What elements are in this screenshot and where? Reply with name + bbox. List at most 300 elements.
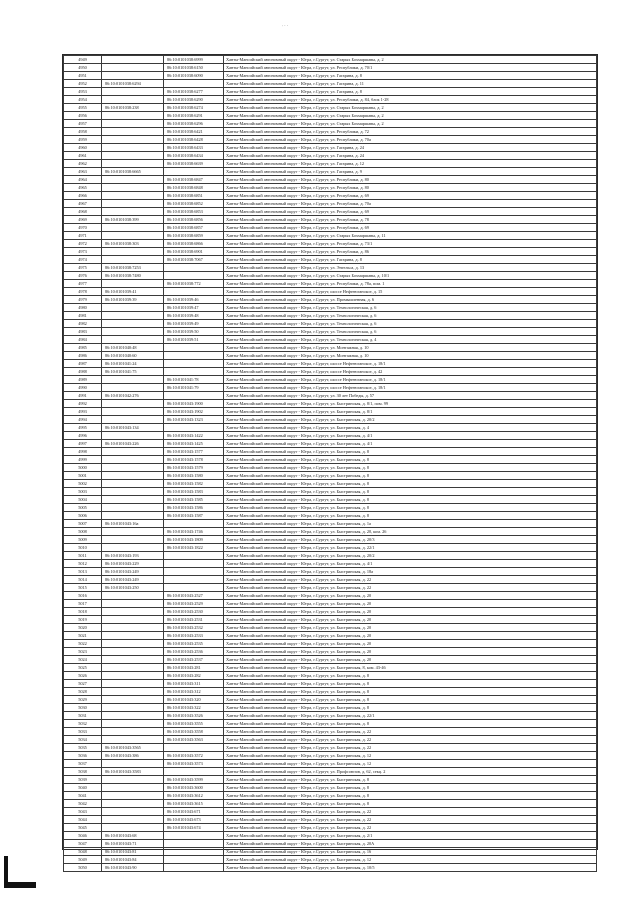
new-code-cell [164,264,224,272]
table-row [64,560,597,568]
table-row [64,232,597,240]
address-cell: Ханты-Мансийский автономный округ - Югра, г.Сургут, ул. Быстринская, д. 1а [224,520,597,528]
address-cell: Ханты-Мансийский автономный округ - Югра, г.Сургут, ул. Быстринская, д. 8 [224,680,597,688]
row-number-cell: 5047 [64,840,102,848]
new-code-cell: 86:10:0101043:3612 [164,792,224,800]
old-code-cell [102,592,164,600]
registry-table-body [64,56,597,872]
new-code-cell: 86:10:0101043:1577 [164,448,224,456]
address-cell: Ханты-Мансийский автономный округ - Югра, г.Сургут, ул. Быстринская, д. 8 [224,688,597,696]
new-code-cell: 86:10:0101043:1425 [164,440,224,448]
table-row [64,736,597,744]
address-cell: Ханты-Мансийский автономный округ - Югра, г.Сургут, ул. Быстринская, д. 20 [224,632,597,640]
table-row [64,408,597,416]
new-code-cell: 86:10:0101043:3563 [164,736,224,744]
address-cell: Ханты-Мансийский автономный округ - Югра, г.Сургут, ул. Республики, д. 80 [224,176,597,184]
table-row [64,840,597,848]
new-code-cell: 86:10:0101043:282 [164,672,224,680]
scan-speck: ... [281,21,290,29]
address-cell: Ханты-Мансийский автономный округ - Югра, г.Сургут, ул. Гагарина, д. 11 [224,80,597,88]
row-number-cell: 5016 [64,592,102,600]
old-code-cell: 86:10:0101038:303 [102,240,164,248]
old-code-cell [102,232,164,240]
address-cell: Ханты-Мансийский автономный округ - Югра, г.Сургут, ул. Быстринская, д. 20 [224,608,597,616]
old-code-cell: 86:10:0101041:75 [102,368,164,376]
row-number-cell: 5041 [64,792,102,800]
row-number-cell: 5042 [64,800,102,808]
new-code-cell: 86:10:0101038:6856 [164,216,224,224]
address-cell: Ханты-Мансийский автономный округ - Югра, г.Сургут, ул. Гагарина, д. 8 [224,88,597,96]
old-code-cell [102,56,164,64]
old-code-cell [102,616,164,624]
table-row [64,448,597,456]
row-number-cell: 5000 [64,464,102,472]
address-cell: Ханты-Мансийский автономный округ - Югра, г.Сургут, ул. Быстринская, д. 22 [224,576,597,584]
row-number-cell: 5045 [64,824,102,832]
row-number-cell: 4953 [64,88,102,96]
address-cell: Ханты-Мансийский автономный округ - Югра, г.Сургут, ул. Быстринская, д. 8 [224,512,597,520]
new-code-cell: 86:10:0101038:772 [164,280,224,288]
old-code-cell [102,248,164,256]
old-code-cell: 86:10:0101043:250 [102,584,164,592]
table-row [64,256,597,264]
old-code-cell: 86:10:0101038:399 [102,216,164,224]
address-cell: Ханты-Мансийский автономный округ - Югра, г.Сургут, ул. Промышленная, д. 6 [224,296,597,304]
row-number-cell: 4981 [64,312,102,320]
new-code-cell: 86:10:0101038:6851 [164,192,224,200]
table-row [64,200,597,208]
new-code-cell [164,560,224,568]
address-cell: Ханты-Мансийский автономный округ - Югра, г.Сургут, ул. Быстринская, д. 12 [224,856,597,864]
new-code-cell: 86:10:0101038:7067 [164,256,224,264]
old-code-cell [102,64,164,72]
table-row [64,432,597,440]
table-row [64,648,597,656]
old-code-cell [102,736,164,744]
address-cell: Ханты-Мансийский автономный округ - Югра, г.Сургут, ул. Республики, д. 84, блок 1-28 [224,96,597,104]
table-row [64,640,597,648]
row-number-cell: 5007 [64,520,102,528]
address-cell: Ханты-Мансийский автономный округ - Югра, г.Сургут, ул. Технологическая, д. 6 [224,312,597,320]
new-code-cell: 86:10:0101038:6290 [164,96,224,104]
table-row [64,624,597,632]
old-code-cell [102,256,164,264]
table-row [64,464,597,472]
row-number-cell: 4995 [64,424,102,432]
new-code-cell: 86:10:0101043:2536 [164,648,224,656]
new-code-cell: 86:10:0101043:3555 [164,720,224,728]
new-code-cell [164,832,224,840]
new-code-cell: 86:10:0101043:2527 [164,592,224,600]
new-code-cell: 86:10:0101043:1422 [164,432,224,440]
table-row [64,384,597,392]
new-code-cell: 86:10:0101043:320 [164,696,224,704]
address-cell: Ханты-Мансийский автономный округ - Югра, г.Сургут, ул. Быстринская, д. 8 [224,472,597,480]
address-cell: Ханты-Мансийский автономный округ - Югра, г.Сургут, ул. Быстринская, д. 22/1 [224,712,597,720]
old-code-cell [102,136,164,144]
address-cell: Ханты-Мансийский автономный округ - Югра, г.Сургут, ул. Быстринская, д. 8 [224,672,597,680]
row-number-cell: 5046 [64,832,102,840]
old-code-cell [102,816,164,824]
old-code-cell [102,496,164,504]
address-cell: Ханты-Мансийский автономный округ - Югра, г.Сургут, ул. Быстринская, д. 8/1, пом. 99 [224,400,597,408]
new-code-cell: 86:10:0101043:1585 [164,496,224,504]
table-row [64,64,597,72]
table-row [64,80,597,88]
new-code-cell: 86:10:0101041:78 [164,376,224,384]
address-cell: Ханты-Мансийский автономный округ - Югра, г.Сургут, ул. Быстринская, д. 8 [224,496,597,504]
new-code-cell: 86:10:0101043:673 [164,816,224,824]
table-row [64,136,597,144]
table-row [64,632,597,640]
address-cell: Ханты-Мансийский автономный округ - Югра, г.Сургут, ул. Энгельса, д. 13 [224,264,597,272]
old-code-cell: 86:10:0101038:238 [102,104,164,112]
address-cell: Ханты-Мансийский автономный округ - Югра, г.Сургут, ул. Монтажная, д. 10 [224,352,597,360]
row-number-cell: 5005 [64,504,102,512]
row-number-cell: 5030 [64,704,102,712]
row-number-cell: 5038 [64,768,102,776]
address-cell: Ханты-Мансийский автономный округ - Югра, г.Сургут, ул. Быстринская, д. 8 [224,704,597,712]
row-number-cell: 4962 [64,160,102,168]
old-code-cell: 86:10:0101043:68 [102,832,164,840]
table-row [64,712,597,720]
table-row [64,168,597,176]
address-cell: Ханты-Мансийский автономный округ - Югра, г.Сургут, ул. Быстринская, д. 22 [224,744,597,752]
new-code-cell: 86:10:0101038:6277 [164,88,224,96]
old-code-cell: 86:10:0101038:7253 [102,264,164,272]
table-row [64,752,597,760]
row-number-cell: 4949 [64,56,102,64]
table-row [64,456,597,464]
new-code-cell: 86:10:0101043:312 [164,688,224,696]
table-row [64,336,597,344]
old-code-cell [102,448,164,456]
old-code-cell [102,728,164,736]
address-cell: Ханты-Мансийский автономный округ - Югра, г.Сургут, ул. Республики, д. 70а [224,200,597,208]
new-code-cell: 86:10:0101043:1582 [164,480,224,488]
new-code-cell [164,568,224,576]
new-code-cell: 86:10:0101043:2529 [164,600,224,608]
table-row [64,568,597,576]
table-row [64,328,597,336]
old-code-cell [102,480,164,488]
address-cell: Ханты-Мансийский автономный округ - Югра, г.Сургут, ул. Быстринская, д. 8 [224,696,597,704]
new-code-cell [164,344,224,352]
old-code-cell: 86:10:0101043:90 [102,864,164,872]
registry-table [62,54,598,870]
row-number-cell: 5037 [64,760,102,768]
table-row [64,56,597,64]
table-row [64,616,597,624]
new-code-cell: 86:10:0101038:6433 [164,144,224,152]
table-row [64,280,597,288]
old-code-cell [102,720,164,728]
new-code-cell: 86:10:0101038:6296 [164,120,224,128]
table-row [64,760,597,768]
row-number-cell: 5043 [64,808,102,816]
row-number-cell: 5034 [64,736,102,744]
address-cell: Ханты-Мансийский автономный округ - Югра, г.Сургут, ул. Быстринская, д. 8 [224,800,597,808]
address-cell: Ханты-Мансийский автономный округ - Югра, г.Сургут, ул. Быстринская, д. 22 [224,584,597,592]
row-number-cell: 5013 [64,568,102,576]
row-number-cell: 4999 [64,456,102,464]
row-number-cell: 4963 [64,168,102,176]
address-cell: Ханты-Мансийский автономный округ - Югра, г.Сургут, ул. Республики, д. 70/1 [224,64,597,72]
address-cell: Ханты-Мансийский автономный округ - Югра, г.Сургут, ул. Технологическая, д. 6 [224,320,597,328]
row-number-cell: 4988 [64,368,102,376]
table-row [64,472,597,480]
address-cell: Ханты-Мансийский автономный округ - Югра, г.Сургут, ул. Гагарина, д. 9 [224,168,597,176]
table-row [64,344,597,352]
row-number-cell: 4976 [64,272,102,280]
row-number-cell: 5019 [64,616,102,624]
address-cell: Ханты-Мансийский автономный округ - Югра, г.Сургут, ул. Быстринская, д. 20 [224,640,597,648]
new-code-cell: 86:10:0101043:3572 [164,752,224,760]
address-cell: Ханты-Мансийский автономный округ - Югра, г.Сургут, ул. Быстринская, д. 20А [224,840,597,848]
address-cell: Ханты-Мансийский автономный округ - Югра, г.Сургут, ул. Республики, д. 69 [224,192,597,200]
table-row [64,744,597,752]
row-number-cell: 5018 [64,608,102,616]
old-code-cell: 86:10:0101043:134 [102,424,164,432]
row-number-cell: 4973 [64,248,102,256]
row-number-cell: 4967 [64,200,102,208]
row-number-cell: 5049 [64,856,102,864]
old-code-cell [102,152,164,160]
table-row [64,584,597,592]
table-row [64,680,597,688]
old-code-cell [102,624,164,632]
table-row [64,360,597,368]
old-code-cell [102,800,164,808]
address-cell: Ханты-Мансийский автономный округ - Югра, г.Сургут, ул. Быстринская, д. 8/1 [224,408,597,416]
table-row [64,656,597,664]
new-code-cell: 86:10:0101043:281 [164,664,224,672]
old-code-cell: 86:10:0101043:249 [102,568,164,576]
new-code-cell: 86:10:0101043:311 [164,680,224,688]
old-code-cell: 86:10:0101042:276 [102,392,164,400]
new-code-cell [164,768,224,776]
table-row [64,128,597,136]
row-number-cell: 5032 [64,720,102,728]
row-number-cell: 5035 [64,744,102,752]
table-row [64,768,597,776]
table-row [64,208,597,216]
address-cell: Ханты-Мансийский автономный округ - Югра, г.Сургут, ул. Быстринская, д. 18а [224,568,597,576]
table-row [64,184,597,192]
address-cell: Ханты-Мансийский автономный округ - Югра, г.Сургут, ул. Быстринская, д. 22 [224,824,597,832]
table-row [64,848,597,856]
row-number-cell: 4985 [64,344,102,352]
new-code-cell: 86:10:0101043:1578 [164,456,224,464]
new-code-cell [164,392,224,400]
row-number-cell: 5002 [64,480,102,488]
new-code-cell: 86:10:0101043:671 [164,808,224,816]
address-cell: Ханты-Мансийский автономный округ - Югра, г.Сургут, ул. Быстринская, д. 16 [224,848,597,856]
table-row [64,320,597,328]
row-number-cell: 5012 [64,560,102,568]
new-code-cell [164,840,224,848]
table-row [64,424,597,432]
row-number-cell: 4975 [64,264,102,272]
address-cell: Ханты-Мансийский автономный округ - Югра, г.Сургут, ул. Быстринская, д. 8 [224,784,597,792]
address-cell: Ханты-Мансийский автономный округ - Югра, г.Сургут, ул. Быстринская, д. 12 [224,752,597,760]
address-cell: Ханты-Мансийский автономный округ - Югра, г.Сургут, ул. Быстринская, 8, ком. 43-46 [224,664,597,672]
row-number-cell: 5029 [64,696,102,704]
row-number-cell: 5004 [64,496,102,504]
address-cell: Ханты-Мансийский автономный округ - Югра, г.Сургут, ул. Быстринская, д. 20 [224,656,597,664]
table-row [64,672,597,680]
row-number-cell: 4990 [64,384,102,392]
new-code-cell: 86:10:0101043:2532 [164,624,224,632]
address-cell: Ханты-Мансийский автономный округ - Югра, г.Сургут, ул. Республики, д. 78 [224,216,597,224]
row-number-cell: 5031 [64,712,102,720]
row-number-cell: 4991 [64,392,102,400]
table-row [64,272,597,280]
new-code-cell: 86:10:0101039:46 [164,296,224,304]
new-code-cell: 86:10:0101039:47 [164,304,224,312]
row-number-cell: 5017 [64,600,102,608]
table-row [64,112,597,120]
new-code-cell: 86:10:0101039:51 [164,336,224,344]
old-code-cell [102,328,164,336]
old-code-cell [102,432,164,440]
new-code-cell: 86:10:0101038:6291 [164,112,224,120]
old-code-cell: 86:10:0101039:39 [102,296,164,304]
table-row [64,288,597,296]
table-row [64,520,597,528]
row-number-cell: 4968 [64,208,102,216]
old-code-cell: 86:10:0101043:3565 [102,744,164,752]
new-code-cell: 86:10:0101038:6848 [164,184,224,192]
table-row [64,400,597,408]
new-code-cell: 86:10:0101038:6847 [164,176,224,184]
address-cell: Ханты-Мансийский автономный округ - Югра, г.Сургут, ул. Быстринская, д. 22 [224,736,597,744]
new-code-cell: 86:10:0101043:3526 [164,712,224,720]
new-code-cell: 86:10:0101043:1746 [164,528,224,536]
old-code-cell: 86:10:0101039:41 [102,288,164,296]
address-cell: Ханты-Мансийский автономный округ - Югра, г.Сургут, ул. Быстринская, д. 8 [224,464,597,472]
old-code-cell [102,376,164,384]
new-code-cell: 86:10:0101043:1586 [164,504,224,512]
row-number-cell: 5028 [64,688,102,696]
address-cell: Ханты-Мансийский автономный округ - Югра, г.Сургут, шоссе Нефтеюганское, д. 15 [224,288,597,296]
new-code-cell: 86:10:0101043:1583 [164,488,224,496]
row-number-cell: 5015 [64,584,102,592]
row-number-cell: 4954 [64,96,102,104]
table-row [64,304,597,312]
row-number-cell: 4960 [64,144,102,152]
table-row [64,264,597,272]
table-row [64,120,597,128]
old-code-cell [102,184,164,192]
row-number-cell: 5048 [64,848,102,856]
new-code-cell [164,272,224,280]
row-number-cell: 4993 [64,408,102,416]
table-row [64,216,597,224]
table-row [64,368,597,376]
address-cell: Ханты-Мансийский автономный округ - Югра, г.Сургут, ул. Быстринская, д. 4/1 [224,560,597,568]
old-code-cell [102,680,164,688]
new-code-cell: 86:10:0101043:1900 [164,400,224,408]
new-code-cell [164,360,224,368]
old-code-cell [102,144,164,152]
address-cell: Ханты-Мансийский автономный округ - Югра, г.Сургут, ул. Гагарина, д. 8 [224,72,597,80]
old-code-cell [102,96,164,104]
row-number-cell: 5001 [64,472,102,480]
old-code-cell [102,808,164,816]
row-number-cell: 4958 [64,128,102,136]
old-code-cell [102,192,164,200]
row-number-cell: 4966 [64,192,102,200]
row-number-cell: 4961 [64,152,102,160]
table-row [64,496,597,504]
address-cell: Ханты-Мансийский автономный округ - Югра, г.Сургут, ул. Республики, д. 78а, пом. 1 [224,280,597,288]
new-code-cell [164,744,224,752]
address-cell: Ханты-Мансийский автономный округ - Югра, г.Сургут, ул. Республики, д. 72 [224,128,597,136]
new-code-cell [164,288,224,296]
table-row [64,792,597,800]
table-row [64,696,597,704]
address-cell: Ханты-Мансийский автономный округ - Югра, г.Сургут, шоссе Нефтеюганское, д. 42 [224,368,597,376]
row-number-cell: 4984 [64,336,102,344]
address-cell: Ханты-Мансийский автономный округ - Югра, г.Сургут, ул. Быстринская, д. 8 [224,488,597,496]
address-cell: Ханты-Мансийский автономный округ - Югра, г.Сургут, ул. Быстринская, д. 20 [224,600,597,608]
address-cell: Ханты-Мансийский автономный округ - Югра, г.Сургут, ул. Старых Бохмаршавы, д. 10/1 [224,272,597,280]
row-number-cell: 4957 [64,120,102,128]
new-code-cell [164,352,224,360]
old-code-cell: 86:10:0101038:6665 [102,168,164,176]
address-cell: Ханты-Мансийский автономный округ - Югра, г.Сургут, ул. Технологическая, д. 6 [224,304,597,312]
scan-margin-mark [4,882,36,888]
new-code-cell: 86:10:0101043:674 [164,824,224,832]
old-code-cell [102,120,164,128]
old-code-cell [102,648,164,656]
row-number-cell: 5010 [64,544,102,552]
old-code-cell [102,544,164,552]
row-number-cell: 4989 [64,376,102,384]
new-code-cell: 86:10:0101043:2533 [164,632,224,640]
address-cell: Ханты-Мансийский автономный округ - Югра, г.Сургут, ул. Гагарина, д. 12 [224,160,597,168]
table-row [64,704,597,712]
row-number-cell: 4974 [64,256,102,264]
table-row [64,832,597,840]
old-code-cell [102,688,164,696]
table-row [64,608,597,616]
table-row [64,96,597,104]
address-cell: Ханты-Мансийский автономный округ - Югра, г.Сургут, ул. Быстринская, д. 8 [224,776,597,784]
old-code-cell: 86:10:0101043:229 [102,560,164,568]
address-cell: Ханты-Мансийский автономный округ - Югра, г.Сургут, ул. Монтажная, д. 10 [224,344,597,352]
table-row [64,72,597,80]
old-code-cell [102,504,164,512]
new-code-cell: 86:10:0101043:1822 [164,544,224,552]
row-number-cell: 4998 [64,448,102,456]
old-code-cell: 86:10:0101043:84 [102,856,164,864]
old-code-cell [102,336,164,344]
row-number-cell: 4979 [64,296,102,304]
table-row [64,312,597,320]
row-number-cell: 5033 [64,728,102,736]
address-cell: Ханты-Мансийский автономный округ - Югра, г.Сургут, ул. Старых Бохмаршавы, д. 2 [224,56,597,64]
row-number-cell: 4965 [64,184,102,192]
address-cell: Ханты-Мансийский автономный округ - Югра, г.Сургут, ул. Быстринская, д. 20 [224,616,597,624]
table-row [64,544,597,552]
row-number-cell: 5009 [64,536,102,544]
row-number-cell: 4970 [64,224,102,232]
new-code-cell: 86:10:0101043:322 [164,704,224,712]
address-cell: Ханты-Мансийский автономный округ - Югра, г.Сургут, ул. Быстринская, д. 10/5 [224,864,597,872]
old-code-cell [102,776,164,784]
